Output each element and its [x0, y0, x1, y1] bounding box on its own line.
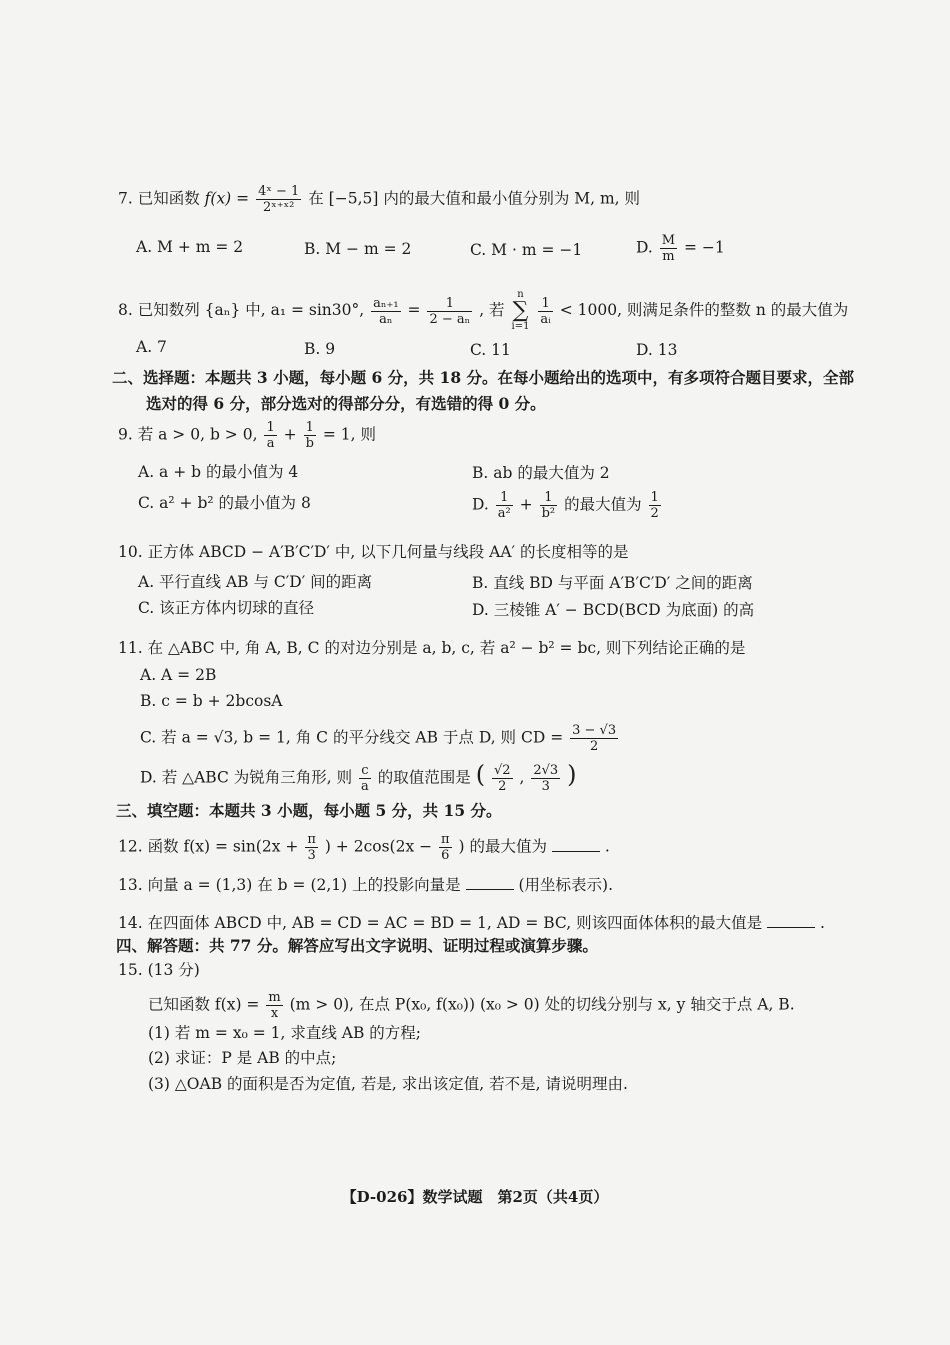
- q12-suffix: ) 的最大值为: [458, 837, 548, 856]
- q12-period: .: [604, 837, 610, 856]
- q8-f3-numerator: 1: [538, 296, 552, 312]
- q11-option-c-text: C. 若 a = √3, b = 1, 角 C 的平分线交 AB 于点 D, 则 CD =: [140, 728, 564, 747]
- q8-fraction-1: [371, 296, 400, 327]
- q9-option-a: A. a + b 的最小值为 4: [138, 463, 299, 481]
- q15-stem-prefix: 已知函数 f(x) =: [148, 995, 260, 1014]
- q12-p1-numerator: π: [307, 832, 316, 847]
- q9-d1-numerator: 1: [496, 490, 513, 506]
- q12-mid: ) + 2cos(2x −: [324, 837, 433, 856]
- q8-f1-denominator: aₙ: [379, 311, 393, 327]
- q8-stem-prefix: 8. 已知数列 {aₙ} 中, a₁ = sin30°,: [118, 301, 365, 319]
- q11-c-fraction: [570, 723, 618, 754]
- section-4-heading: 四、解答题：共 77 分。解答应写出文字说明、证明过程或演算步骤。: [116, 936, 598, 955]
- q13-prefix: 13. 向量 a = (1,3) 在 b = (2,1) 上的投影向量是: [118, 876, 461, 894]
- q13-suffix: (用坐标表示).: [518, 876, 614, 894]
- q7-stem-prefix: 7. 已知函数: [118, 189, 200, 208]
- q7-option-d-tail: = −1: [684, 238, 725, 257]
- q11-range-lower: [492, 763, 513, 794]
- q7-d-numerator: M: [661, 233, 676, 248]
- section-3-heading: 三、填空题：本题共 3 小题，每小题 5 分，共 15 分。: [116, 801, 502, 820]
- q8-f3-denominator: aᵢ: [540, 311, 551, 327]
- question-15-stem: [148, 990, 795, 1021]
- q10-option-c: C. 该正方体内切球的直径: [138, 599, 315, 617]
- q11-d-mid: 的取值范围是: [377, 768, 471, 787]
- q13-answer-blank[interactable]: [466, 875, 514, 890]
- q7-fraction: [256, 184, 301, 215]
- q11-d-denominator: a: [361, 779, 369, 794]
- q7-option-d-label: D.: [636, 238, 653, 257]
- q9-option-d: [472, 490, 663, 521]
- q7-option-d: [636, 233, 725, 264]
- q7-function: f(x) =: [204, 189, 250, 208]
- q8-f2-denominator: 2 − aₙ: [429, 311, 471, 327]
- q12-p1-denominator: 3: [307, 848, 316, 863]
- q9-d3-denominator: 2: [650, 506, 659, 521]
- q9-d-fraction-1: [496, 490, 513, 521]
- q11-option-c: [140, 723, 620, 754]
- q7-denominator: 2ˣ⁺ˣ²: [263, 200, 295, 215]
- q12-p2-denominator: 6: [441, 848, 450, 863]
- q15-part-1: (1) 若 m = x₀ = 1, 求直线 AB 的方程;: [148, 1024, 422, 1042]
- q9-fraction-2: [304, 420, 316, 451]
- q15-numerator: m: [268, 990, 281, 1005]
- q11-d-numerator: c: [359, 763, 371, 779]
- q11-option-a: A. A = 2B: [140, 666, 217, 684]
- q9-d-mid: 的最大值为: [564, 495, 642, 514]
- question-10-stem: 10. 正方体 ABCD − A′B′C′D′ 中, 以下几何量与线段 AA′ 的长度相等的是: [118, 543, 629, 561]
- q7-option-d-fraction: [660, 233, 677, 264]
- q11-r1-denominator: 2: [498, 779, 507, 794]
- q8-f1-numerator: aₙ₊₁: [373, 295, 399, 311]
- q9-plus: +: [283, 425, 297, 444]
- q11-c-denominator: 2: [589, 739, 599, 754]
- q9-d2-numerator: 1: [540, 490, 558, 506]
- q7-stem-suffix: 在 [−5,5] 内的最大值和最小值分别为 M, m, 则: [308, 189, 641, 208]
- q7-option-a: A. M + m = 2: [136, 238, 244, 256]
- q8-sum-upper: n: [517, 289, 524, 300]
- q8-sum-sigma: ∑: [512, 298, 529, 323]
- q11-option-d-text: D. 若 △ABC 为锐角三角形, 则: [140, 768, 353, 787]
- q8-summation: [512, 290, 530, 332]
- question-7-stem: [118, 184, 640, 215]
- q12-answer-blank[interactable]: [552, 837, 600, 852]
- q11-option-d: [140, 760, 577, 794]
- q10-option-d: D. 三棱锥 A′ − BCD(BCD 为底面) 的高: [472, 601, 755, 619]
- q8-mid: , 若: [479, 301, 505, 319]
- question-13: [118, 874, 613, 896]
- q9-f2-numerator: 1: [304, 420, 316, 436]
- q14-period: .: [819, 914, 825, 932]
- q8-option-c: C. 11: [470, 341, 511, 359]
- q11-r1-numerator: √2: [494, 763, 511, 778]
- q11-d-close-paren: ): [567, 760, 577, 789]
- q11-range-upper: [531, 763, 560, 794]
- q11-d-comma: ,: [519, 768, 525, 787]
- q11-d-open-paren: (: [475, 760, 486, 789]
- q12-fraction-1: [305, 832, 318, 863]
- q10-option-b: B. 直线 BD 与平面 A′B′C′D′ 之间的距离: [472, 574, 753, 592]
- q15-part-2: (2) 求证：P 是 AB 的中点;: [148, 1049, 337, 1067]
- q7-numerator: 4ˣ − 1: [258, 184, 300, 199]
- question-8-stem: [118, 290, 848, 332]
- q12-prefix: 12. 函数 f(x) = sin(2x +: [118, 837, 299, 856]
- section-2-heading-cont: 选对的得 6 分，部分选对的得部分分，有选错的得 0 分。: [146, 394, 546, 413]
- q8-option-b: B. 9: [304, 340, 336, 358]
- q9-option-b: B. ab 的最大值为 2: [472, 464, 610, 482]
- q10-option-a: A. 平行直线 AB 与 C′D′ 间的距离: [138, 573, 373, 591]
- q15-stem-suffix: (m > 0), 在点 P(x₀, f(x₀)) (x₀ > 0) 处的切线分别与 x, y 轴交于点 A, B.: [289, 995, 795, 1014]
- q9-f1-numerator: 1: [266, 420, 275, 435]
- q8-option-a: A. 7: [136, 338, 167, 356]
- q12-p2-numerator: π: [441, 832, 450, 847]
- q9-stem-suffix: = 1, 则: [322, 425, 376, 444]
- q8-stem-suffix: < 1000, 则满足条件的整数 n 的最大值为: [559, 301, 849, 319]
- question-9-stem: [118, 420, 376, 451]
- q9-stem-prefix: 9. 若 a > 0, b > 0,: [118, 425, 258, 444]
- q9-f2-denominator: b: [305, 436, 314, 451]
- q8-equals: =: [407, 301, 421, 319]
- q12-fraction-2: [439, 832, 452, 863]
- q11-c-numerator: 3 − √3: [572, 723, 617, 738]
- q9-d-plus: +: [519, 495, 533, 514]
- q9-d-fraction-2: [540, 490, 558, 521]
- q9-d1-denominator: a²: [497, 506, 511, 521]
- q11-d-fraction: [359, 763, 371, 794]
- q7-option-c: C. M · m = −1: [470, 241, 583, 259]
- question-15-head: 15. (13 分): [118, 961, 200, 979]
- q15-denominator: x: [270, 1006, 279, 1021]
- q8-sum-lower: i=1: [511, 321, 530, 332]
- page-footer: 【D-026】数学试题 第2页（共4页）: [341, 1188, 609, 1206]
- q15-fraction: [266, 990, 282, 1021]
- question-14: [118, 912, 825, 934]
- q9-option-d-label: D.: [472, 495, 489, 514]
- q14-prefix: 14. 在四面体 ABCD 中, AB = CD = AC = BD = 1, AD = BC, 则该四面体体积的最大值是: [118, 914, 763, 932]
- question-11-stem: 11. 在 △ABC 中, 角 A, B, C 的对边分别是 a, b, c, 若 a² − b² = bc, 则下列结论正确的是: [118, 639, 746, 657]
- q9-option-c: C. a² + b² 的最小值为 8: [138, 494, 311, 512]
- q9-d2-denominator: b²: [541, 506, 556, 521]
- q9-d3-numerator: 1: [650, 490, 659, 505]
- q7-d-denominator: m: [662, 249, 675, 264]
- q11-r2-numerator: 2√3: [533, 763, 559, 778]
- q8-fraction-2: [427, 296, 472, 327]
- q8-f2-numerator: 1: [427, 296, 472, 312]
- q11-r2-denominator: 3: [541, 779, 550, 794]
- question-12: [118, 832, 610, 863]
- q8-option-d: D. 13: [636, 341, 678, 359]
- q15-part-3: (3) △OAB 的面积是否为定值, 若是, 求出该定值, 若不是, 请说明理由.: [148, 1075, 628, 1093]
- q9-f1-denominator: a: [266, 436, 275, 451]
- q8-fraction-3: [538, 296, 552, 327]
- q9-fraction-1: [264, 420, 276, 451]
- q9-d-fraction-3: [649, 490, 661, 521]
- q7-option-b: B. M − m = 2: [304, 240, 412, 258]
- section-2-heading: 二、选择题：本题共 3 小题，每小题 6 分，共 18 分。在每小题给出的选项中，有多项符合题目要求，全部: [112, 368, 855, 387]
- q14-answer-blank[interactable]: [767, 913, 815, 928]
- q11-option-b: B. c = b + 2bcosA: [140, 692, 283, 710]
